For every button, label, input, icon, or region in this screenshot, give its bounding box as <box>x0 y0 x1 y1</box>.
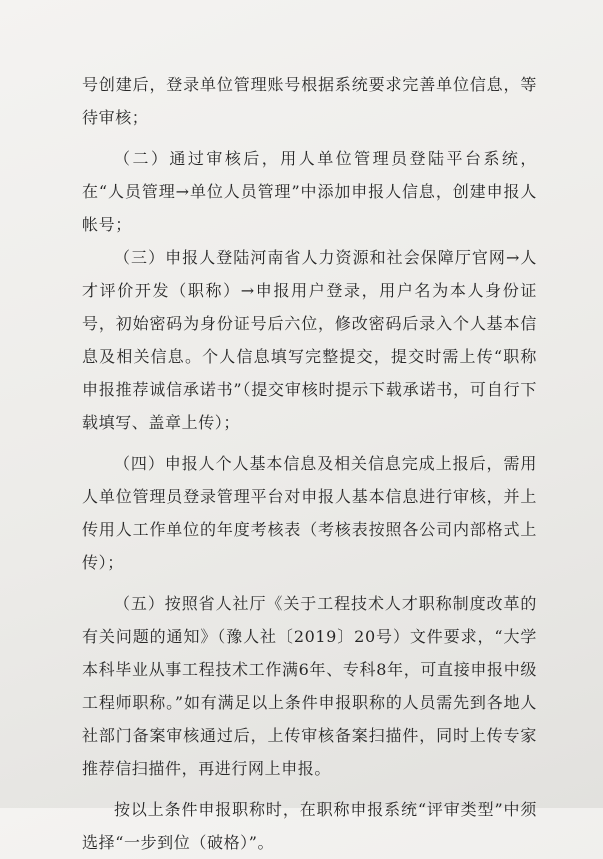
paragraph-item-5: （五）按照省人社厅《关于工程技术人才职称制度改革的有关问题的通知》（豫人社〔2019〕20号）文件要求，“大学本科毕业从事工程技术工作满6年、专科8年，可直接申报中级工程师职称。”如有满足以上条件申报职称的人员需先到各地人社部门备案审核通过后，上传审核备案扫描件，同时上传专家推荐信扫描件，再进行网上申报。 <box>82 594 537 778</box>
paragraph-item-3: （三）申报人登陆河南省人力资源和社会保障厅官网→人才评价开发（职称）→申报用户登录，用户名为本人身份证号，初始密码为身份证号后六位，修改密码后录入个人基本信息及相关信息。个人信息填写完整提交，提交时需上传“职称申报推荐诚信承诺书”（提交审核时提示下载承诺书，可自行下载填写、盖章上传）； <box>82 248 537 432</box>
document-body <box>82 68 537 859</box>
paragraph-item-2: （二）通过审核后，用人单位管理员登陆平台系统，在“人员管理→单位人员管理”中添加申报人信息，创建申报人帐号； <box>82 149 537 234</box>
paragraph-continuation: 号创建后，登录单位管理账号根据系统要求完善单位信息，等待审核； <box>82 75 537 127</box>
paragraph-item-4: （四）申报人个人基本信息及相关信息完成上报后，需用人单位管理员登录管理平台对申报人基本信息进行审核，并上传用人工作单位的年度考核表（考核表按照各公司内部格式上传）； <box>82 454 537 572</box>
paragraph-note: 按以上条件申报职称时，在职称申报系统“评审类型”中须选择“一步到位（破格）”。 <box>82 800 537 852</box>
